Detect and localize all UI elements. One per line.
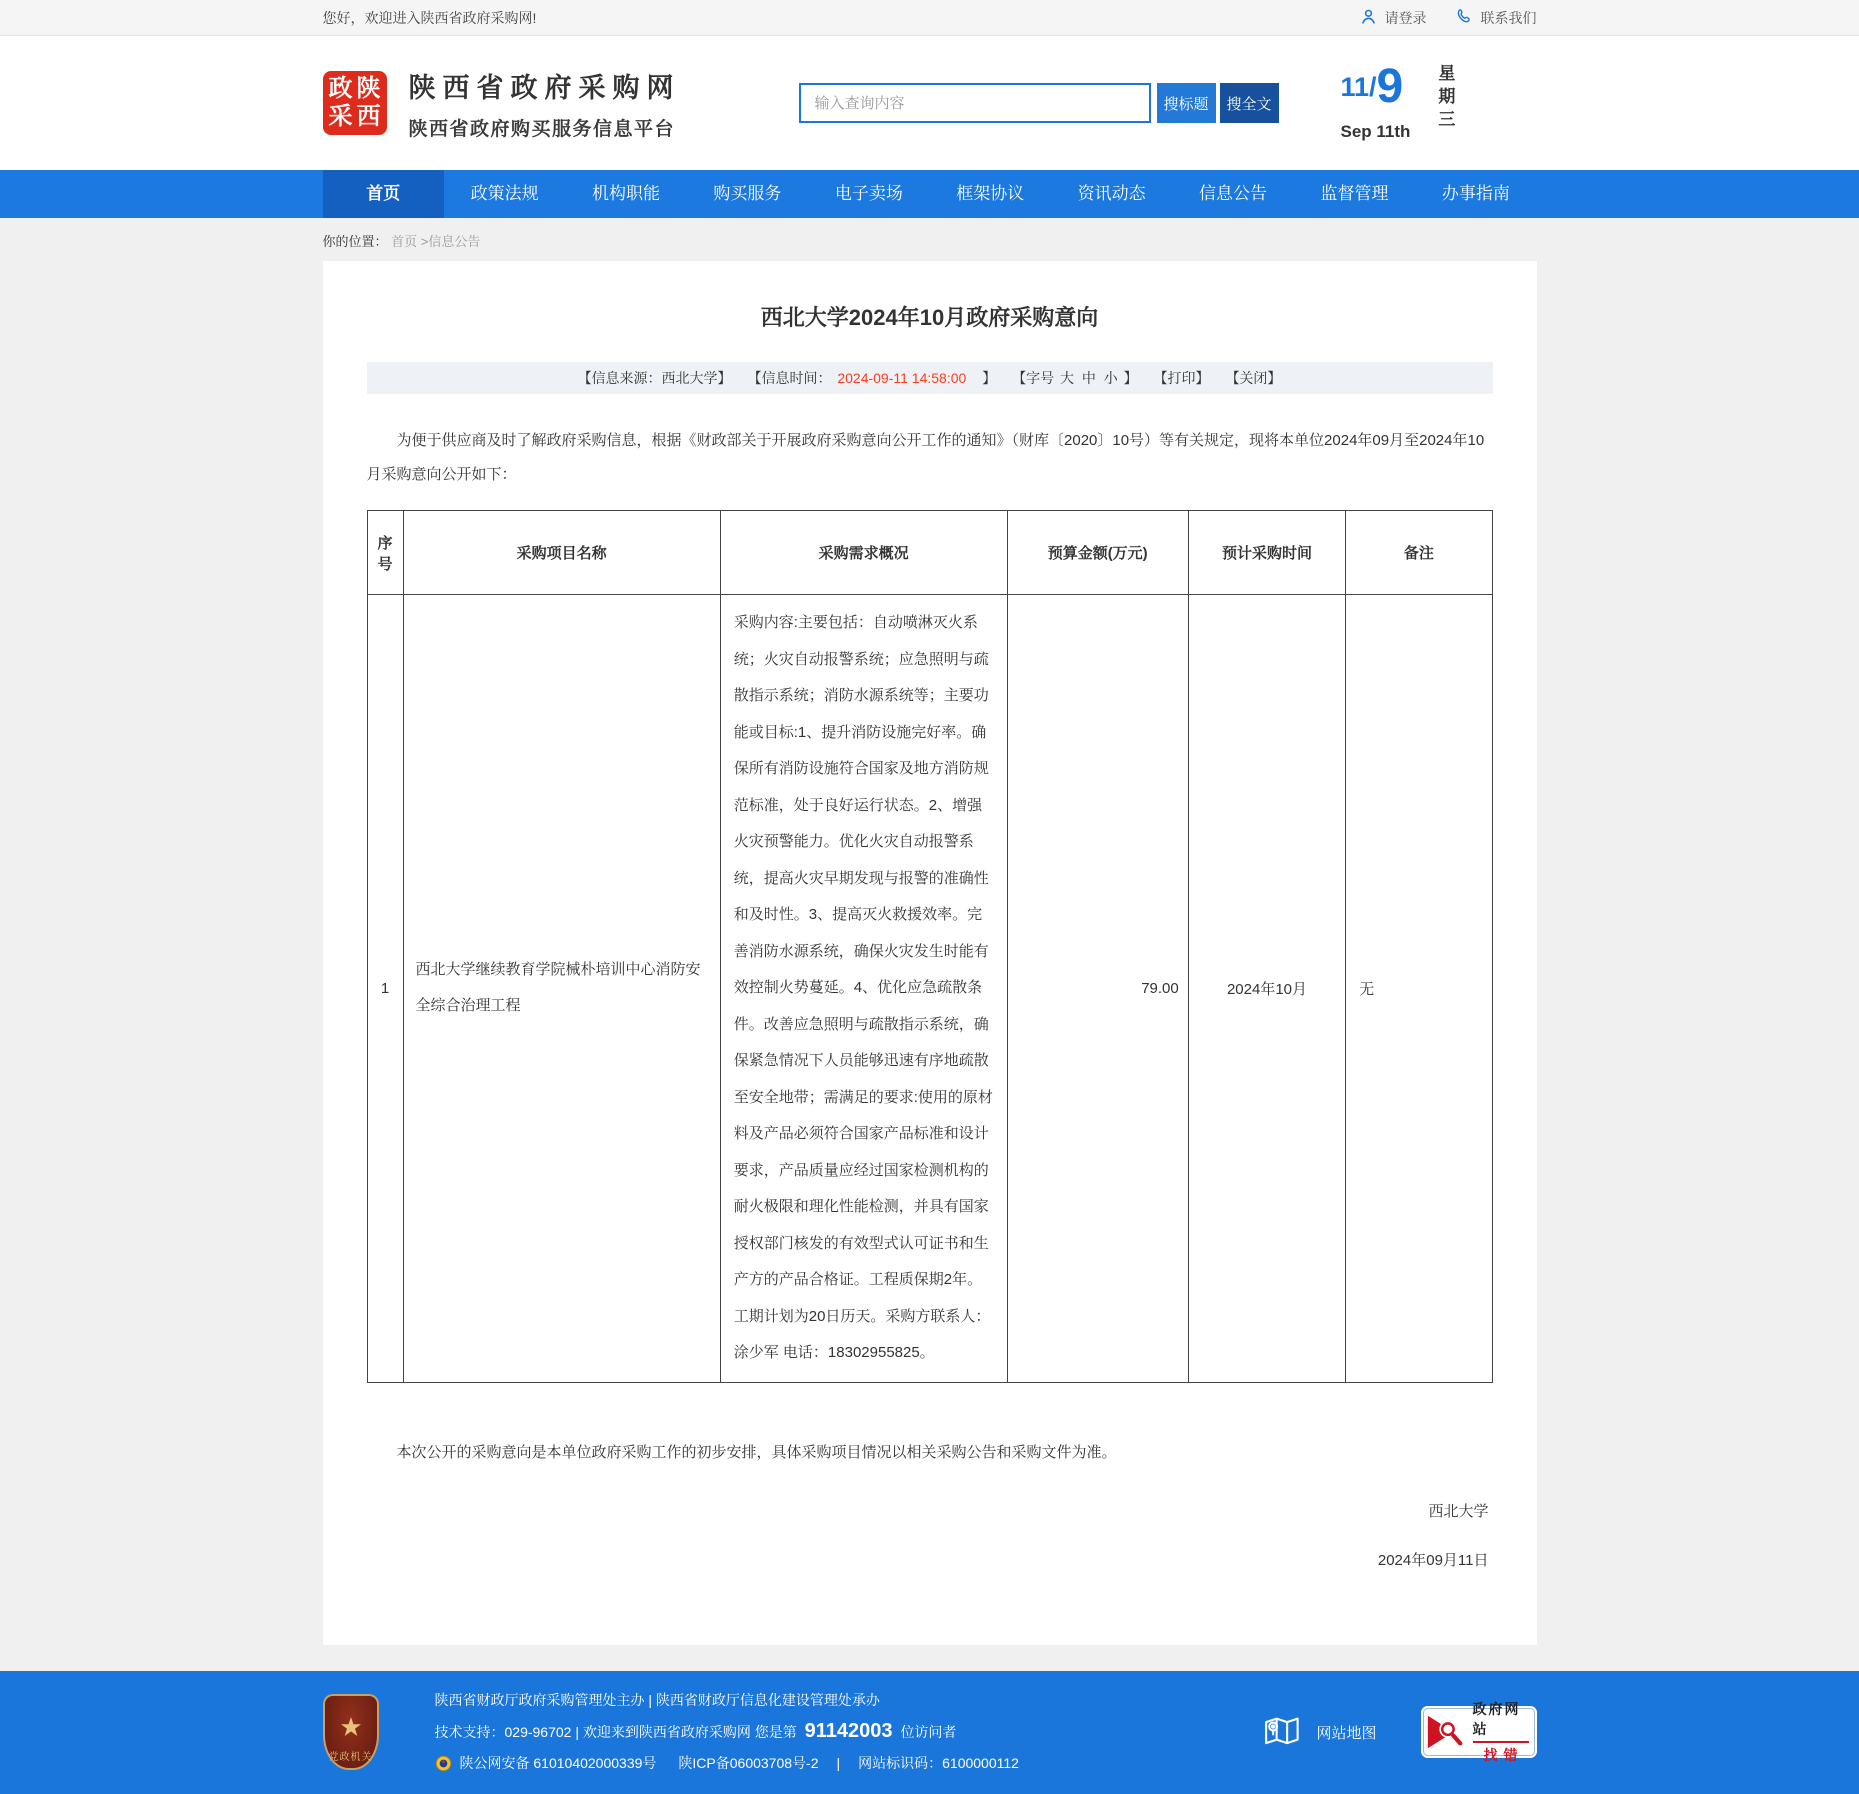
date-block xyxy=(1340,60,1508,142)
site-name: 陕西省政府采购网 xyxy=(408,72,681,103)
police-badge-icon xyxy=(435,1755,452,1772)
content-area xyxy=(0,218,1859,1671)
cell-planned-time: 2024年10月 xyxy=(1188,595,1346,1383)
cell-demand-overview: 采购内容:主要包括：自动喷淋灭火系统；火灾自动报警系统；应急照明与疏散指示系统；消防水源系统等；主要功能或目标:1、提升消防设施完好率。确保所有消防设施符合国家及地方消防规范标准，处于良好运行状态。2、增强火灾预警能力。优化火灾自动报警系统，提高火灾早期发现与报警的准确性和及时性。3、提高灭火救援效率。完善消防水源系统，确保火灾发生时能有效控制火势蔓延。4、优化应急疏散条件。改善应急照明与疏散指示系统，确保紧急情况下人员能够迅速有序地疏散至安全地带；需满足的要求:使用的原材料及产品必须符合国家产品标准和设计要求，产品质量应经过国家检测机构的耐火极限和理化性能检测，并具有国家授权部门核发的有效型式认可证书和生产方的产品合格证。工程质保期2年。工期计划为20日历天。采购方联系人：涂少军 电话：18302955825。 xyxy=(720,595,1007,1383)
nav-item-framework-agreement[interactable]: 框架协议 xyxy=(956,184,1025,203)
visitor-count: 91142003 xyxy=(804,1720,893,1742)
meta-time-end: 】 xyxy=(982,370,997,386)
header-index: 序号 xyxy=(367,511,403,595)
breadcrumb-home-link[interactable]: 首页 xyxy=(391,234,418,249)
badge-emblem-icon xyxy=(339,1715,363,1744)
intro-paragraph: 为便于供应商及时了解政府采购信息，根据《财政部关于开展政府采购意向公开工作的通知》（财库〔2020〕10号）等有关规定，现将本单位2024年09月至2024年10月采购意向公开如下： xyxy=(366,432,1485,483)
signature-org: 西北大学 xyxy=(1428,1502,1489,1520)
find-error-icon xyxy=(1425,1711,1467,1753)
meta-time-value: 2024-09-11 14:58:00 xyxy=(837,370,967,386)
font-size-medium-link[interactable]: 中 xyxy=(1081,370,1096,386)
font-size-large-link[interactable]: 大 xyxy=(1059,370,1074,386)
nav-item-e-marketplace[interactable]: 电子卖场 xyxy=(834,184,903,203)
search-title-button[interactable]: 搜标题 xyxy=(1157,83,1216,123)
nav-item-news[interactable]: 资讯动态 xyxy=(1077,184,1146,203)
header-project-name: 采购项目名称 xyxy=(403,511,720,595)
date-english: Sep 11th xyxy=(1340,122,1411,141)
print-link[interactable]: 【打印】 xyxy=(1153,370,1210,386)
site-header xyxy=(0,36,1859,170)
cell-remark: 无 xyxy=(1346,595,1492,1383)
find-error-title: 政府网站 xyxy=(1473,1699,1529,1743)
top-bar xyxy=(0,0,1859,36)
footer-registration-line: 陕公网安备 61010402000339号 陕ICP备06003708号-2 | 网站标识码：6100000112 xyxy=(435,1748,1019,1779)
cell-project-name: 西北大学继续教育学院械朴培训中心消防安全综合治理工程 xyxy=(403,595,720,1383)
nav-item-purchase-services[interactable]: 购买服务 xyxy=(713,184,782,203)
article-card xyxy=(323,261,1537,1645)
signature-date: 2024年09月11日 xyxy=(1377,1551,1489,1569)
date-day: 9 xyxy=(1376,60,1404,113)
nav-item-guide[interactable]: 办事指南 xyxy=(1441,184,1510,203)
table-header-row xyxy=(367,511,1492,595)
close-link[interactable]: 【关闭】 xyxy=(1225,370,1282,386)
weekday-label: 星期三 xyxy=(1435,64,1455,133)
gov-site-error-report-button[interactable] xyxy=(1421,1701,1537,1763)
site-footer xyxy=(0,1671,1859,1794)
closing-paragraph: 本次公开的采购意向是本单位政府采购工作的初步安排，具体采购项目情况以相关采购公告和采购文件为准。 xyxy=(396,1443,1117,1461)
nav-item-functions[interactable]: 机构职能 xyxy=(592,184,661,203)
main-nav xyxy=(0,170,1859,218)
procurement-table xyxy=(367,510,1493,1383)
cell-index: 1 xyxy=(367,595,403,1383)
site-logo: 政陕 采西 xyxy=(323,71,387,135)
site-identifier-code: 网站标识码：6100000112 xyxy=(858,1755,1019,1771)
meta-fontsize-end: 】 xyxy=(1123,370,1138,386)
breadcrumb xyxy=(323,218,1537,261)
welcome-text: 您好，欢迎进入陕西省政府采购网! xyxy=(322,9,537,26)
search-input[interactable] xyxy=(799,83,1151,123)
map-icon xyxy=(1260,1709,1302,1755)
font-size-small-link[interactable]: 小 xyxy=(1103,370,1118,386)
header-planned-time: 预计采购时间 xyxy=(1188,511,1346,595)
contact-link[interactable]: 联系我们 xyxy=(1455,7,1537,29)
breadcrumb-current[interactable]: >信息公告 xyxy=(420,234,481,249)
page-title: 西北大学2024年10月政府采购意向 xyxy=(760,305,1099,330)
header-remark: 备注 xyxy=(1346,511,1492,595)
header-budget: 预算金额(万元) xyxy=(1007,511,1188,595)
article-meta-bar xyxy=(367,362,1493,394)
meta-time-label: 【信息时间： xyxy=(747,370,832,386)
cell-budget: 79.00 xyxy=(1007,595,1188,1383)
login-link[interactable]: 请登录 xyxy=(1359,7,1427,29)
footer-organizer-line: 陕西省财政厅政府采购管理处主办 | 陕西省财政厅信息化建设管理处承办 xyxy=(434,1692,880,1708)
sitemap-link[interactable]: 网站地图 xyxy=(1260,1709,1376,1755)
phone-icon xyxy=(1455,7,1474,29)
nav-item-supervision[interactable]: 监督管理 xyxy=(1320,184,1389,203)
icp-filing-link[interactable]: 陕ICP备06003708号-2 xyxy=(678,1755,819,1771)
search-area xyxy=(799,83,1279,123)
site-subtitle: 陕西省政府购买服务信息平台 xyxy=(408,118,676,140)
header-demand-overview: 采购需求概况 xyxy=(720,511,1007,595)
public-security-filing-link[interactable]: 陕公网安备 61010402000339号 xyxy=(459,1755,657,1771)
footer-support-line: 技术支持：029-96702 | 欢迎来到陕西省政府采购网 您是第 91142003 位访问者 xyxy=(434,1720,957,1742)
meta-fontsize-label: 【字号 xyxy=(1012,370,1055,386)
date-month: 11/ xyxy=(1340,72,1377,102)
nav-item-announcements[interactable]: 信息公告 xyxy=(1199,184,1268,203)
nav-item-home[interactable]: 首页 xyxy=(323,170,444,218)
nav-item-policies[interactable]: 政策法规 xyxy=(470,184,539,203)
breadcrumb-prefix: 你的位置： xyxy=(322,234,388,249)
meta-source: 【信息来源：西北大学】 xyxy=(577,370,732,386)
search-fulltext-button[interactable]: 搜全文 xyxy=(1220,83,1279,123)
find-error-subtitle: 找错 xyxy=(1483,1747,1524,1763)
table-row xyxy=(367,595,1492,1383)
party-government-badge xyxy=(323,1694,379,1770)
user-icon xyxy=(1359,7,1378,29)
badge-label: 党政机关 xyxy=(328,1752,373,1763)
